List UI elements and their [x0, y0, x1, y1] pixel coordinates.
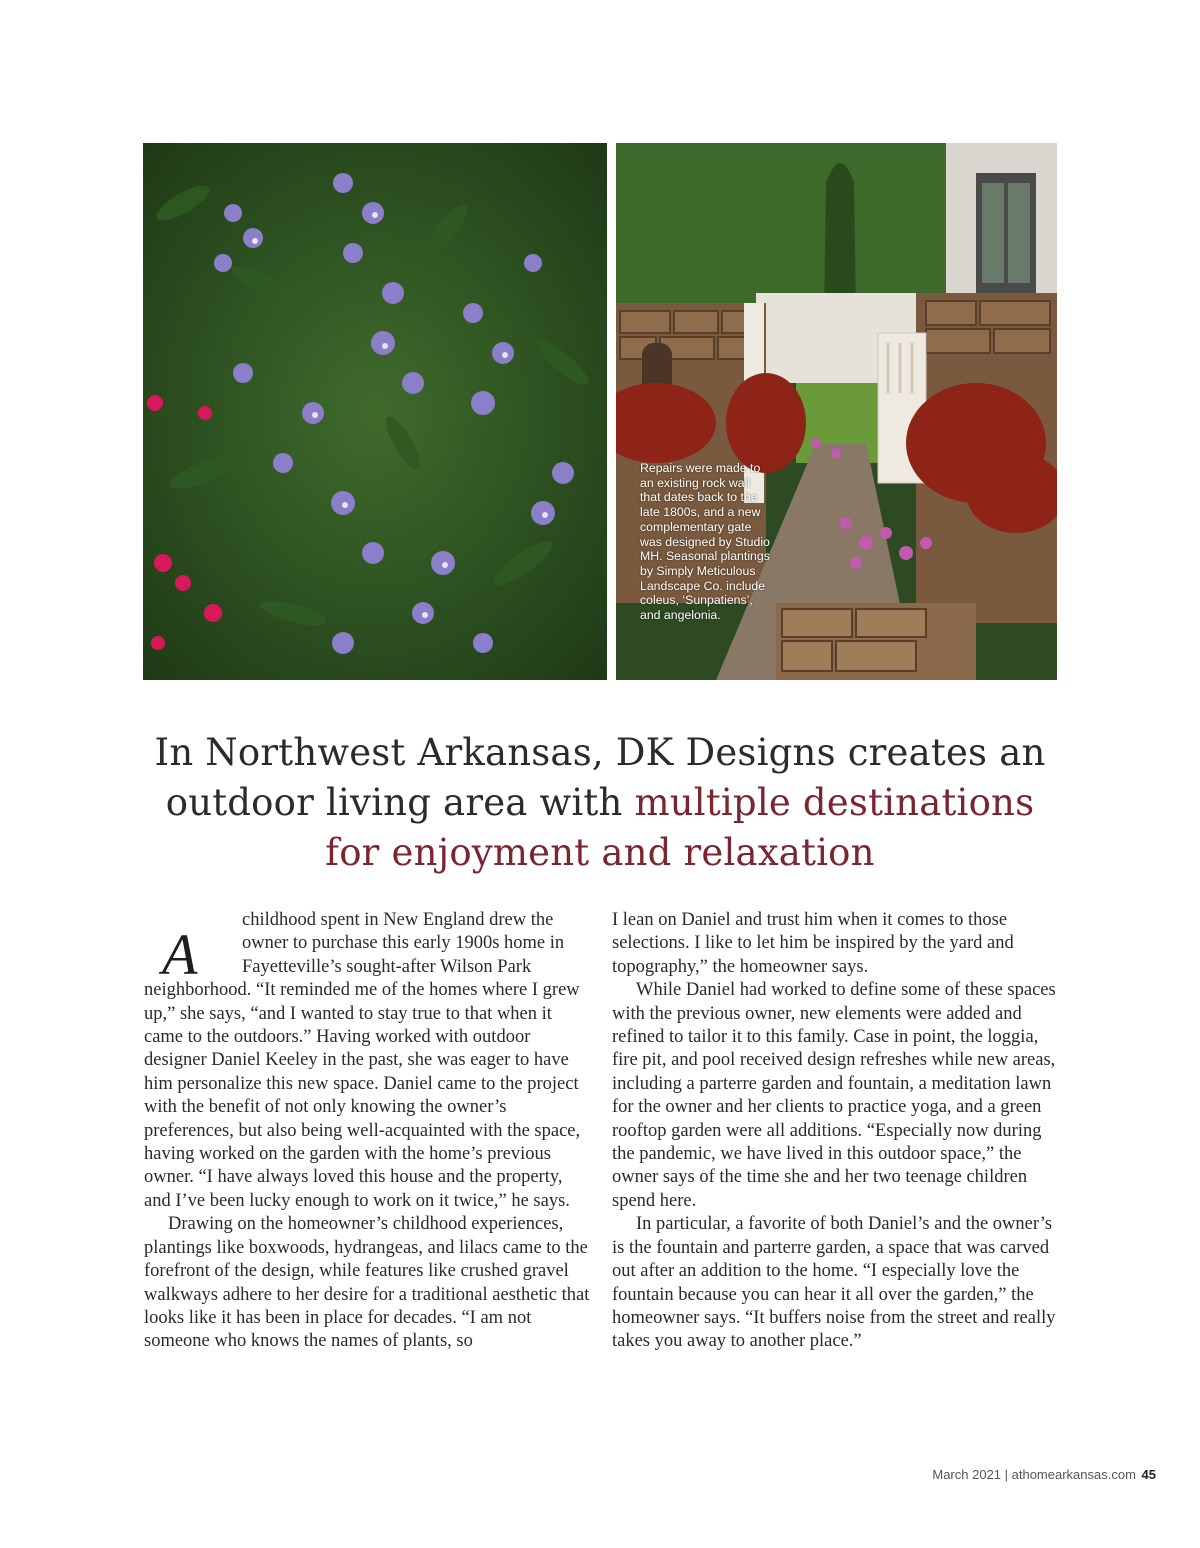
footer-issue-site: March 2021 | athomearkansas.com: [932, 1467, 1136, 1482]
drop-cap: A: [162, 922, 198, 987]
headline-line-2-plain: outdoor living area with: [165, 781, 635, 824]
page-number: 45: [1141, 1467, 1156, 1482]
article-paragraph: I lean on Daniel and trust him when it comes to those selections. I like to let him be inspired by the yard and topography,” the homeowner says.: [612, 910, 1014, 977]
article-paragraph: In particular, a favorite of both Daniel’s and the owner’s is the fountain and parterre garden, a space that was carved out after an addition to the home. “I especially love the fountain because you can hear it all over the garden,” the homeowner says. “It buffers noise from the street and really takes you away to another place.”: [612, 1214, 1056, 1352]
flowers-photo: [143, 143, 607, 680]
article-column-right: [612, 909, 1060, 1354]
article-paragraph: Drawing on the homeowner’s childhood experiences, plantings like boxwoods, hydrangeas, and lilacs came to the forefront of the design, while features like crushed gravel walkways adhere to her desire for a traditional aesthetic that looks like it has been in place for decades. “I am not someone who knows the names of plants, so: [144, 1214, 590, 1352]
article-column-left: [144, 909, 592, 1354]
photo-caption: Repairs were made to an existing rock wall that dates back to the late 1800s, and a new complementary gate was designed by Studio MH. Seasonal plantings by Simply Meticulous Landscape Co. include coleus, ‘Sunpatiens’, and angelonia.: [640, 461, 770, 623]
headline-line-1: In Northwest Arkansas, DK Designs creates an: [154, 731, 1046, 774]
flowers-illustration: [143, 143, 607, 680]
headline-line-3: for enjoyment and relaxation: [325, 831, 875, 874]
headline: [100, 728, 1100, 878]
garden-gate-photo: [616, 143, 1057, 680]
headline-line-2-accent: multiple destinations: [634, 781, 1035, 824]
headline-line-2: [100, 778, 1100, 828]
page-footer: [932, 1467, 1156, 1482]
paragraph-text: childhood spent in New England drew the owner to purchase this early 1900s home in Fayetteville’s sought-after Wilson Park neighborhood. “It reminded me of the homes where I grew up,” she says, “and I wanted to stay true to that when it came to the outdoors.” Having worked with outdoor designer Daniel Keeley in the past, she was eager to have him personalize this new space. Daniel came to the project with the benefit of not only knowing the owner’s preferences, but also being well-acquainted with the space, having worked on the garden with the home’s previous owner. “I have always loved this house and the property, and I’ve been lucky enough to work on it twice,” he says.: [144, 910, 581, 1211]
article-paragraph: [144, 909, 592, 1213]
article-paragraph: While Daniel had worked to define some of these spaces with the previous owner, new elements were added and refined to tailor it to this family. Case in point, the loggia, fire pit, and pool received design refreshes while new areas, including a parterre garden and fountain, a meditation lawn for the owner and her clients to practice yoga, and a green rooftop garden were all additions. “Especially now during the pandemic, we have lived in this outdoor space,” the owner says of the time she and her two teenage children spend here.: [612, 980, 1056, 1211]
